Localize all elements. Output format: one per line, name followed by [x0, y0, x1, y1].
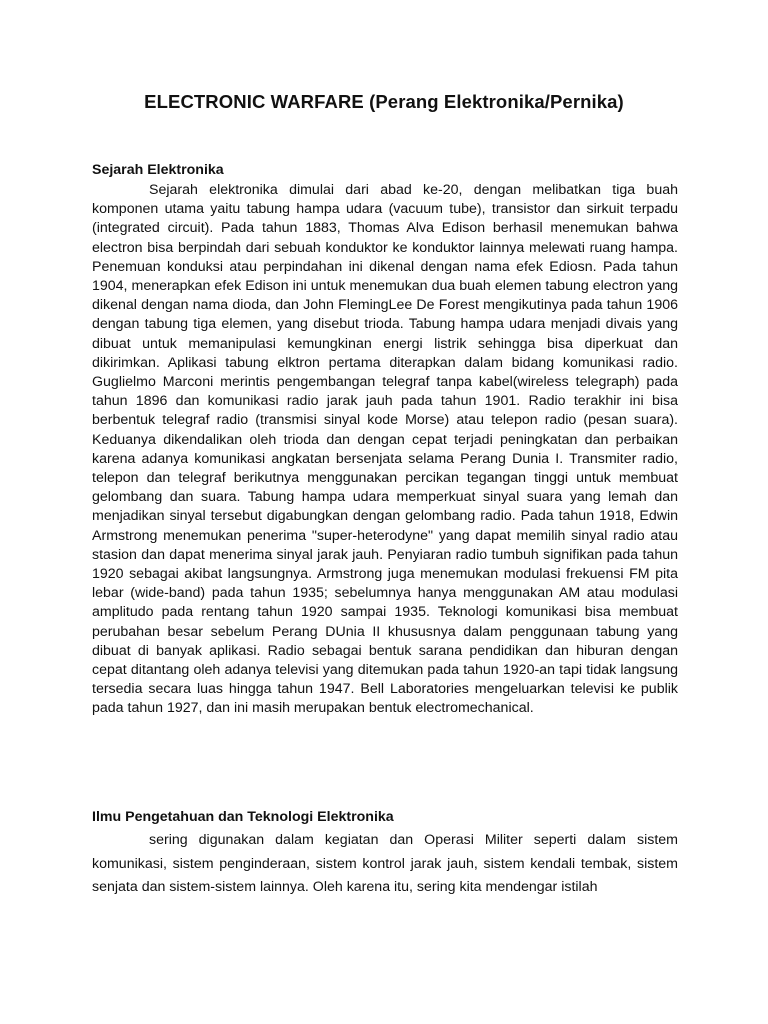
section-body-sejarah-elektronika: Sejarah elektronika dimulai dari abad ke-20, dengan melibatkan tiga buah komponen utama yaitu tabung hampa udara (vacuum tube), transistor dan sirkuit terpadu (integrated circuit). Pada tahun 1883, Thomas Alva Edison berhasil menemukan bahwa electron bisa berpindah dari sebuah konduktor ke konduktor lainnya melewati ruang hampa. Penemuan konduksi atau perpindahan ini dikenal dengan nama efek Ediosn. Pada tahun 1904, menerapkan efek Edison ini untuk menemukan dua buah elemen tabung electron yang dikenal dengan nama dioda, dan John FlemingLee De Forest mengikutinya pada tahun 1906 dengan tabung tiga elemen, yang disebut trioda. Tabung hampa udara menjadi divais yang dibuat untuk memanipulasi kemungkinan energi listrik sehingga bisa diperkuat dan dikirimkan. Aplikasi tabung elktron pertama diterapkan dalam bidang komunikasi radio. Guglielmo Marconi merintis pengembangan telegraf tanpa kabel(wireless telegraph) pada tahun 1896 dan komunikasi radio jarak jauh pada tahun 1901. Radio terakhir ini bisa berbentuk telegraf radio (transmisi sinyal kode Morse) atau telepon radio (pesan suara). Keduanya dikendalikan oleh trioda dan dengan cepat terjadi peningkatan dan perbaikan karena adanya komunikasi angkatan bersenjata selama Perang Dunia I. Transmiter radio, telepon dan telegraf berikutnya menggunakan percikan tegangan tinggi untuk membuat gelombang dan suara. Tabung hampa udara memperkuat sinyal suara yang lemah dan menjadikan sinyal tersebut digabungkan dengan gelombang radio. Pada tahun 1918, Edwin Armstrong menemukan penerima "super-heterodyne" yang dapat memilih sinyal radio atau stasion dan dapat menerima sinyal jarak jauh. Penyiaran radio tumbuh signifikan pada tahun 1920 sebagai akibat langsungnya. Armstrong juga menemukan modulasi frekuensi FM pita lebar (wide-band) pada tahun 1935; sebelumnya hanya menggunakan AM atau modulasi amplitudo pada rentang tahun 1920 sampai 1935. Teknologi komunikasi bisa membuat perubahan besar sebelum Perang DUnia II khususnya dalam penggunaan tabung yang dibuat di banyak aplikasi. Radio sebagai bentuk sarana pendidikan dan hiburan dengan cepat ditantang oleh adanya televisi yang ditemukan pada tahun 1920-an tapi tidak langsung tersedia secara luas hingga tahun 1947. Bell Laboratories mengeluarkan televisi ke publik pada tahun 1927, dan ini masih merupakan bentuk electromechanical. [92, 182, 678, 717]
document-title: ELECTRONIC WARFARE (Perang Elektronika/Pernika) [144, 91, 624, 112]
section-heading-sejarah-elektronika: Sejarah Elektronika [92, 162, 224, 178]
section-body-ilmu-pengetahuan: sering digunakan dalam kegiatan dan Operasi Militer seperti dalam sistem komunikasi, sistem penginderaan, sistem kontrol jarak jauh, sistem kendali tembak, sistem senjata dan sistem-sistem lainnya. Oleh karena itu, sering kita mendengar istilah [92, 832, 678, 895]
section-heading-ilmu-pengetahuan: Ilmu Pengetahuan dan Teknologi Elektronika [92, 809, 394, 825]
